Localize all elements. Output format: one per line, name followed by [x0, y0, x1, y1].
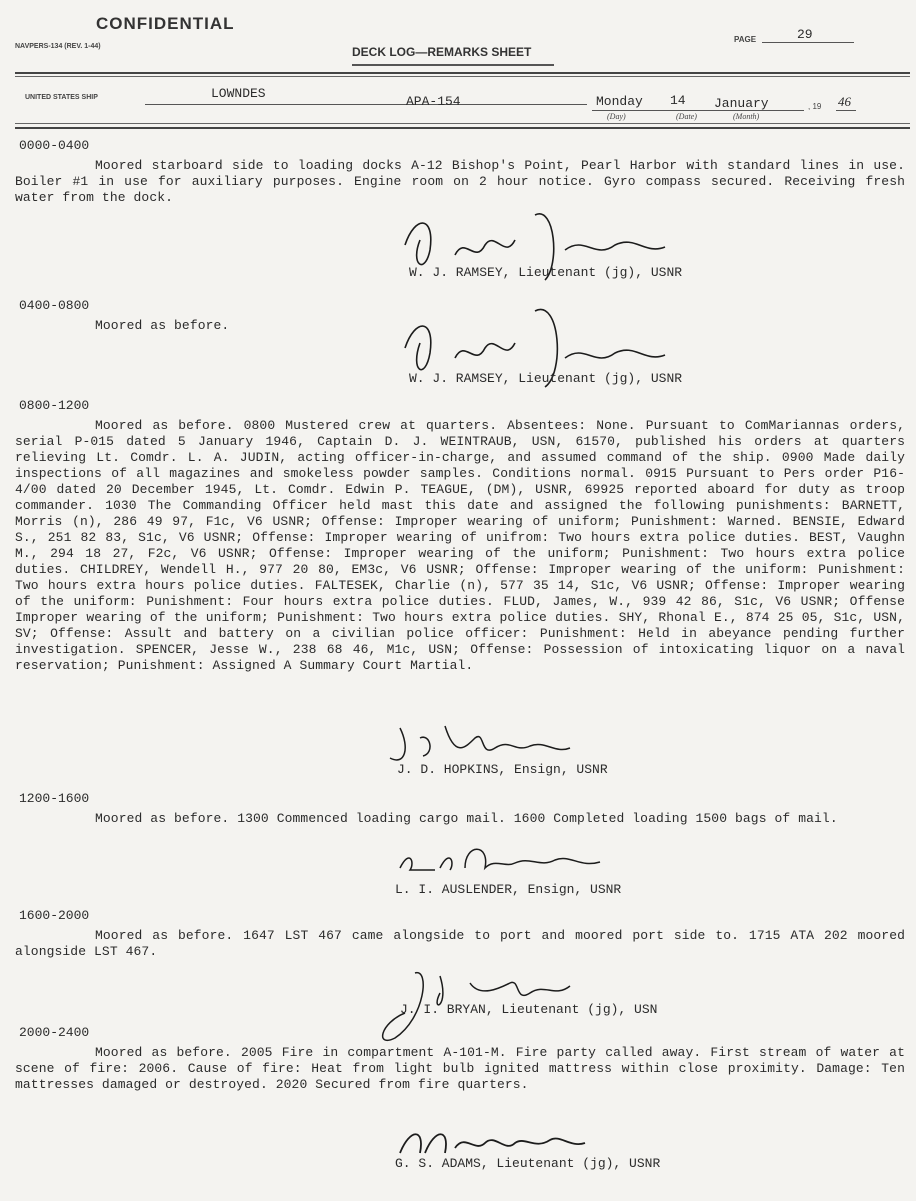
watch-remarks: Moored starboard side to loading docks A-12 Bishop's Point, Pearl Harbor with standard lines in use. Boiler #1 in use for auxiliary purposes. Engine room on 2 hour notice. Gyro compass secured. Receiving fresh water from the dock.: [15, 158, 905, 205]
year-line: [836, 110, 856, 111]
handwritten-signature: [395, 838, 615, 878]
signature-block: [395, 1118, 695, 1178]
signature-block: [395, 205, 695, 287]
watch-time: 0000-0400: [19, 138, 90, 153]
page-label: PAGE: [734, 35, 757, 44]
log-day: Monday: [596, 94, 643, 109]
watch-entry: [15, 138, 905, 206]
year-prefix: , 19: [808, 102, 822, 111]
classification-label: CONFIDENTIAL: [96, 14, 235, 33]
signature-block: [395, 838, 695, 898]
ship-name-line: [145, 104, 587, 105]
signature-name: W. J. RAMSEY, Lieutenant (jg), USNR: [409, 265, 683, 280]
watch-time: 1600-2000: [19, 908, 90, 923]
signature-block: [395, 303, 695, 391]
header-rule-top: [15, 72, 910, 74]
form-title: DECK LOG—REMARKS SHEET: [352, 45, 532, 59]
watch-entry: [15, 398, 905, 674]
month-caption: (Month): [733, 112, 760, 121]
date-line: [592, 110, 804, 111]
day-caption: (Day): [607, 112, 626, 121]
form-id: NAVPERS-134 (REV. 1-44): [15, 43, 101, 50]
watch-time: 1200-1600: [19, 791, 90, 806]
header-rule-top-thin: [15, 76, 910, 77]
date-caption: (Date): [676, 112, 697, 121]
ship-label: UNITED STATES SHIP: [25, 94, 98, 101]
page-number-line: [762, 42, 854, 43]
signature-name: J. D. HOPKINS, Ensign, USNR: [397, 762, 608, 777]
ship-hull-number: APA-154: [406, 94, 461, 109]
log-date: 14: [670, 93, 686, 108]
log-month: January: [714, 96, 769, 111]
watch-entry: [15, 1025, 905, 1093]
watch-remarks: Moored as before. 0800 Mustered crew at quarters. Absentees: None. Pursuant to ComMariannas orders, serial P-015 dated 5 January 1946, Captain D. J. WEINTRAUB, USN, 61570, published his orders at quarters relieving Lt. Comdr. L. A. JUDIN, acting officer-in-charge, and assumed command of the ship. 0900 Made daily inspections of all magazines and smokeless powder samples. Conditions normal. 0915 Pursuant to Pers order P16-4/00 dated 20 December 1945, Lt. Comdr. Edwin P. TEAGUE, (DM), USNR, 69925 reported aboard for duty as troop commander. 1030 The Commanding Officer held mast this date and assigned the following punishments: BARNETT, Morris (n), 286 49 97, F1c, V6 USNR; Offense: Improper wearing of uniform; Punishment: Warned. BENSIE, Edward S., 251 82 83, S1c, V6 USNR; Offense: Improper wearing of unifrom: Two hours extra police duties. BEST, Vaughn M., 294 18 27, F2c, V6 USNR; Offense: Improper wearing of the uniform; Punishment: Two hours extra police duties. CHILDREY, Wendell H., 977 20 80, EM3c, V6 USNR; Offense: Improper wearing of the uniform: Punishment: Two hours extra hours police duties. FALTESEK, Charlie (n), 577 35 14, S1c, V6 USNR; Offense: Improper wearing of the uniform: Punishment: Four hours extra police duties. FLUD, James, W., 939 42 86, S1c, V6 USNR; Offense Improper wearing of the uniform; Punishment: Two hours extra police duties. SHY, Rhonal E., 874 25 05, S1c, USN, SV; Offense: Assult and battery on a civilian police officer: Punishment: Held in abeyance pending further investigation. SPENCER, Jesse W., 238 68 46, M1c, USN; Offense: Possession of intoxicating liquor on a naval reservation; Punishment: Assigned A Summary Court Martial.: [15, 418, 905, 673]
signature-name: L. I. AUSLENDER, Ensign, USNR: [395, 882, 622, 897]
ship-name: LOWNDES: [211, 86, 266, 101]
signature-name: W. J. RAMSEY, Lieutenant (jg), USNR: [409, 371, 683, 386]
watch-time: 2000-2400: [19, 1025, 90, 1040]
header-rule-bottom: [15, 123, 910, 124]
ship-header: [0, 60, 916, 132]
header-rule-bottom-thick: [15, 127, 910, 129]
watch-remarks: Moored as before.: [95, 318, 230, 333]
watch-time: 0400-0800: [19, 298, 90, 313]
signature-block: [385, 718, 685, 780]
log-year: 46: [838, 94, 851, 109]
watch-remarks: Moored as before. 1300 Commenced loading cargo mail. 1600 Completed loading 1500 bags of mail.: [95, 811, 838, 826]
watch-time: 0800-1200: [19, 398, 90, 413]
watch-entry: [15, 791, 905, 827]
signature-name: G. S. ADAMS, Lieutenant (jg), USNR: [395, 1156, 661, 1171]
watch-entry: [15, 908, 905, 960]
watch-remarks: Moored as before. 2005 Fire in compartment A-101-M. Fire party called away. First stream of water at scene of fire: 2006. Cause of fire: Heat from light bulb ignited mattress within close proximity. Damage: Ten mattresses damaged or destroyed. 2020 Secured from fire quarters.: [15, 1045, 905, 1092]
watch-remarks: Moored as before. 1647 LST 467 came alongside to port and moored port side to. 1715 ATA 202 moored alongside LST 467.: [15, 928, 905, 959]
handwritten-signature: [385, 718, 605, 768]
signature-name: J. I. BRYAN, Lieutenant (jg), USN: [400, 1002, 658, 1017]
page-number: 29: [797, 27, 813, 42]
